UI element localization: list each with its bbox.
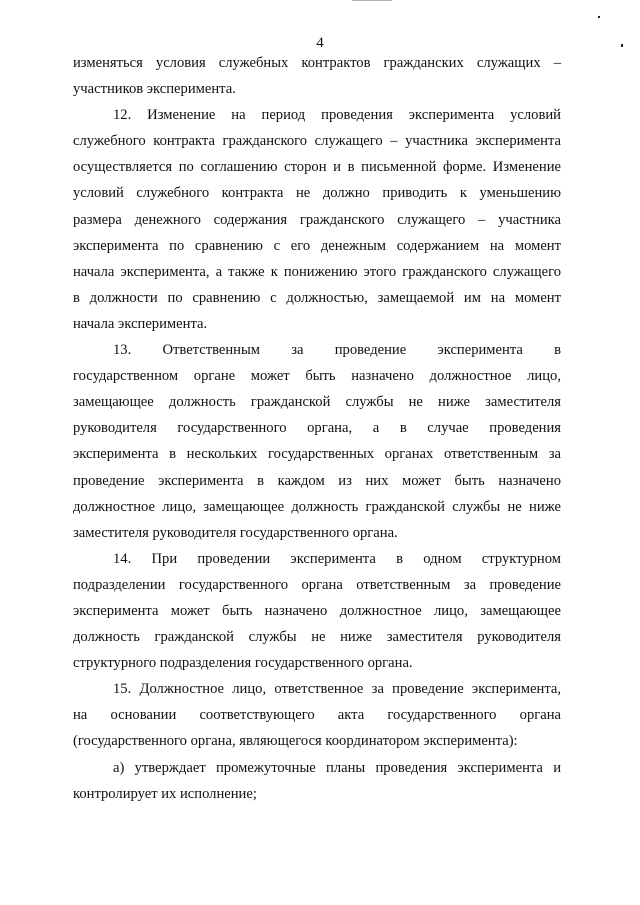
text-line: должностное лицо, замещающее должность гражданской службы не ниже xyxy=(73,498,561,515)
text-line: условий служебного контракта не должно приводить к уменьшению xyxy=(73,185,561,202)
text-line: служебного контракта гражданского служащего – участника эксперимента xyxy=(73,133,561,150)
text-line: 12. Изменение на период проведения эксперимента условий xyxy=(113,107,561,124)
paragraph-14 xyxy=(73,546,561,676)
scan-speck xyxy=(352,0,392,1)
text-line: 15. Должностное лицо, ответственное за проведение эксперимента, xyxy=(113,681,561,698)
text-line: размера денежного содержания гражданского служащего – участника xyxy=(73,211,561,228)
text-line: государственном органе может быть назначено должностное лицо, xyxy=(73,368,561,385)
text-line: эксперимента в нескольких государственных органах ответственным за xyxy=(73,446,561,463)
document-body xyxy=(73,50,561,807)
text-line: контролирует их исполнение; xyxy=(73,785,257,802)
text-line: подразделении государственного органа ответственным за проведение xyxy=(73,576,561,593)
text-line: эксперимента по сравнению с его денежным содержанием на момент xyxy=(73,237,561,254)
text-line: участников эксперимента. xyxy=(73,81,236,98)
text-line: изменяться условия служебных контрактов гражданских служащих – xyxy=(73,55,561,71)
text-line: (государственного органа, являющегося координатором эксперимента): xyxy=(73,733,518,750)
paragraph-13 xyxy=(73,337,561,546)
text-line: замещающее должность гражданской службы не ниже заместителя xyxy=(73,394,561,411)
text-line: 14. При проведении эксперимента в одном структурном xyxy=(113,550,561,567)
text-line: на основании соответствующего акта государственного органа xyxy=(73,707,561,724)
page-number: 4 xyxy=(316,35,324,51)
text-line: структурного подразделения государственного органа. xyxy=(73,655,413,672)
paragraph-11-continuation xyxy=(73,50,561,102)
text-line: в должности по сравнению с должностью, замещаемой им на момент xyxy=(73,289,561,306)
paragraph-15 xyxy=(73,676,561,754)
text-line: начала эксперимента, а также к понижению этого гражданского служащего xyxy=(73,263,561,280)
text-line: эксперимента может быть назначено должностное лицо, замещающее xyxy=(73,602,561,619)
text-line: заместителя руководителя государственного органа. xyxy=(73,524,398,541)
text-line: руководителя государственного органа, а в случае проведения xyxy=(73,420,561,437)
text-line: 13. Ответственным за проведение эксперимента в xyxy=(113,342,561,359)
scan-speck xyxy=(621,44,623,47)
paragraph-12 xyxy=(73,102,561,337)
text-line: должность гражданской службы не ниже заместителя руководителя xyxy=(73,629,561,646)
subitem-a xyxy=(73,755,561,807)
text-line: начала эксперимента. xyxy=(73,315,208,332)
text-line: а) утверждает промежуточные планы проведения эксперимента и xyxy=(113,759,561,776)
text-line: осуществляется по соглашению сторон и в письменной форме. Изменение xyxy=(73,159,561,176)
scan-speck xyxy=(598,16,600,18)
text-line: проведение эксперимента в каждом из них может быть назначено xyxy=(73,472,561,489)
